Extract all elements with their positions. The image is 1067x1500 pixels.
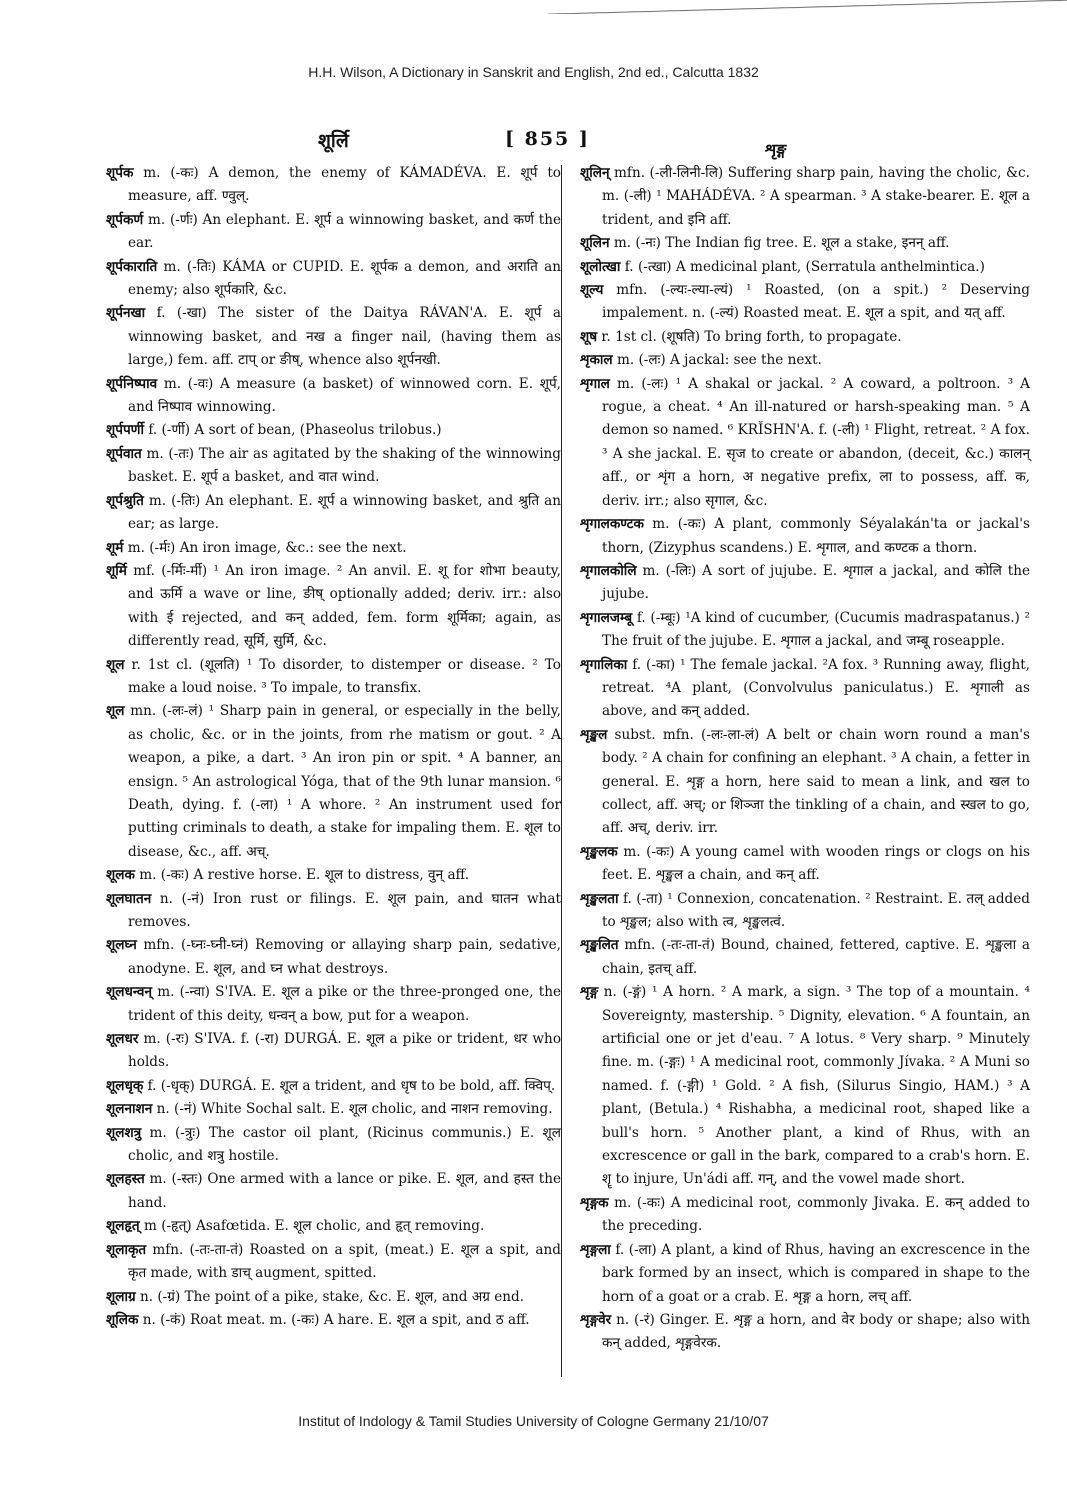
definition: subst. mfn. (-लः-ला-लं) A belt or chain worn round a man's body. ² A chain for confining an elephant. ³ A chain, a fetter in general. E. शृङ्ग a horn, here said to mean a link, and खल to collect, aff. अच्; or शिञ्जा the tinkling of a chain, and स्खल to go, aff. अच्, deriv. irr. <box>602 726 1030 837</box>
headword: शृङ्खलता <box>580 890 619 907</box>
right-column <box>580 162 1030 1356</box>
headword: शूल <box>106 656 125 673</box>
dictionary-entry <box>106 256 561 303</box>
dictionary-entry <box>580 888 1030 935</box>
dictionary-entry <box>106 1122 561 1169</box>
dictionary-entry <box>580 349 1030 372</box>
definition: f. (-धृक्) DURGÁ. E. शूल a trident, and धृष to be bold, aff. क्विप्. <box>143 1077 556 1094</box>
headword: शृगालिका <box>580 656 628 673</box>
dictionary-entry <box>580 1239 1030 1309</box>
definition: f. (-खा) The sister of the Daitya RÁVAN'A. E. शूर्प a winnowing basket, and नख a finger nail, (having them as large,) fem. aff. टाप् or ङीष्, whence also शूर्पनखी. <box>128 305 561 369</box>
dictionary-entry <box>106 888 561 935</box>
definition: mfn. (-घ्नः-घ्नी-घ्नं) Removing or allaying sharp pain, sedative, anodyne. E. शूल, and घ्न what destroys. <box>128 937 561 977</box>
headword: शृगालकोलि <box>580 562 637 579</box>
dictionary-entry <box>106 1215 561 1238</box>
definition: f. (-ला) A plant, a kind of Rhus, having an excrescence in the bark formed by an insect, which is compared in shape to the horn of a goat or a crab. E. शृङ्ग a horn, लच् aff. <box>602 1241 1030 1305</box>
headword: शूर्मि <box>106 562 127 579</box>
headword: शूलहृत् <box>106 1218 140 1235</box>
headword: शूर्पक <box>106 165 134 181</box>
dictionary-entry <box>106 1098 561 1121</box>
dictionary-entry <box>580 1309 1030 1356</box>
dictionary-entry <box>106 537 561 560</box>
dictionary-entry <box>580 162 1030 232</box>
dictionary-entry <box>580 560 1030 607</box>
headword: शूल्य <box>580 282 604 299</box>
headword: शृङ्ग <box>580 984 599 1001</box>
definition: n. (-ग्रं) The point of a pike, stake, &c. E. शूल, and अग्र end. <box>135 1288 525 1305</box>
definition: n. (-रं) Ginger. E. शृङ्ग a horn, and वेर body or shape; also with कन् added, शृङ्गवेरक. <box>602 1311 1030 1352</box>
headword: शूलशत्रु <box>106 1124 142 1141</box>
headword: शूलघ्न <box>106 937 137 954</box>
definition: m. (-र्णः) An elephant. E. शूर्प a winnowing basket, and कर्ण the ear. <box>128 211 561 252</box>
definition: m. (-कः) A plant, commonly Séyalakán'ta or jackal's thorn, (Zizyphus scandens.) E. शृगाल, and कण्टक a thorn. <box>602 516 1030 556</box>
definition: r. 1st cl. (शूलति) ¹ To disorder, to distemper or disease. ² To make a loud noise. ³ To impale, to transfix. <box>124 656 561 696</box>
headword: शृङ्खलित <box>580 937 619 954</box>
page-number: [ 855 ] <box>505 128 590 150</box>
headword: शूलनाशन <box>106 1101 153 1118</box>
dictionary-entry <box>106 302 561 372</box>
headword: शूर्पनिष्पाव <box>106 375 158 392</box>
headword: शूलघातन <box>106 890 152 907</box>
dictionary-entry <box>580 232 1030 255</box>
dictionary-entry <box>106 560 561 654</box>
dictionary-entry <box>106 162 561 209</box>
dictionary-entry <box>580 934 1030 981</box>
definition: mf. (-र्मिः-र्मी) ¹ An iron image. ² An anvil. E. शू for शोभा beauty, and ऊर्मि a wave or line, ङीष् optionally added; deriv. irr.: also with ई rejected, and कन् added, fem. form शूर्मिका; again, as differently read, सूर्मि, सुर्मि, &c. <box>126 562 561 650</box>
headword: शूलिक <box>106 1311 139 1328</box>
dictionary-entry <box>580 607 1030 654</box>
headword: शूर्पवात <box>106 445 142 462</box>
headword: शूलधन्वन् <box>106 984 152 1001</box>
left-column <box>106 162 561 1332</box>
dictionary-entry <box>106 654 561 701</box>
definition: n. (-ङ्गं) ¹ A horn. ² A mark, a sign. ³ The top of a mountain. ⁴ Sovereignty, mastership. ⁵ Dignity, elevation. ⁶ A fountain, an artificial one or jet d'eau. ⁷ A lotus. ⁸ Very sharp. ⁹ Minutely fine. m. (-ङ्गः) ¹ A medicinal root, commonly Jívaka. ² A Muni so named. f. (-ङ्गी) ¹ Gold. ² A fish, (Silurus Singio, HAM.) ³ A plant, (Betula.) ⁴ Rishabha, a medicinal root, shaped like a bull's horn. ⁵ Another plant, a kind of Rhus, with an excrescence or gall in the bark, compared to a crab's horn. E. शॄ to injure, Un'ádi aff. गन्, and the vowel made short. <box>598 984 1030 1188</box>
dictionary-entry <box>106 373 561 420</box>
definition: m. (-र्मः) An iron image, &c.: see the next. <box>123 539 407 556</box>
dictionary-entry <box>106 209 561 256</box>
headword: शूर्पश्रुति <box>106 492 144 509</box>
dictionary-entry <box>580 724 1030 841</box>
running-head-left: शूर्लि <box>318 130 349 152</box>
dictionary-entry <box>106 1286 561 1309</box>
column-divider <box>561 165 562 1377</box>
headword: शृगाल <box>580 375 610 392</box>
definition: m. (-कः) A medicinal root, commonly Jivaka. E. कन् added to the preceding. <box>602 1194 1030 1235</box>
headword: शूष <box>580 328 598 345</box>
headword: शूलाकृत <box>106 1241 147 1258</box>
definition: mn. (-लः-लं) ¹ Sharp pain in general, or especially in the belly, as cholic, &c. or in the joints, from rhe matism or gout. ² A weapon, a pike, a dart. ³ An iron pin or spit. ⁴ A banner, an ensign. ⁵ An astrological Yóga, that of the 9th lunar mansion. ⁶ Death, dying. f. (-ला) ¹ A whore. ² An instrument used for putting criminals to death, a stake for impaling them. E. शूल to disease, &c., aff. अच्. <box>124 703 561 860</box>
dictionary-entry <box>580 513 1030 560</box>
dictionary-entry <box>106 1309 561 1332</box>
headword: शूलधृक् <box>106 1077 144 1094</box>
dictionary-entry <box>580 326 1030 349</box>
dictionary-entry <box>106 1028 561 1075</box>
dictionary-entry <box>106 1075 561 1098</box>
headword: शूलोत्खा <box>580 258 621 275</box>
headword: शूलधर <box>106 1031 139 1048</box>
dictionary-entry <box>580 373 1030 513</box>
dictionary-entry <box>106 419 561 442</box>
headword: शूलाग्र <box>106 1288 136 1305</box>
definition: m. (-लः) ¹ A shakal or jackal. ² A coward, a poltroon. ³ A rogue, a cheat. ⁴ An ill-natured or harsh-speaking man. ⁵ A demon so named. ⁶ KRĬSHN'A. f. (-ली) ¹ Flight, retreat. ² A fox. ³ A she jackal. E. सृज to create or abandon, (deceit, &c.) कालन् aff., or शृंग a horn, अ negative prefix, ला to possess, aff. क, deriv. irr.; also सृगाल, &c. <box>602 375 1030 509</box>
running-head-right: शृङ्ग <box>765 140 787 159</box>
definition: m. (-न्वा) S'IVA. E. शूल a pike or the three-pronged one, the trident of this deity, धन्वन् a bow, put for a weapon. <box>128 984 561 1024</box>
definition: mfn. (-तः-ता-तं) Roasted on a spit, (meat.) E. शूल a spit, and कृत made, with डाच् augment, spitted. <box>128 1241 561 1282</box>
dictionary-entry <box>106 934 561 981</box>
headword: शृङ्खलक <box>580 843 618 860</box>
definition: n. (-नं) Iron rust or filings. E. शूल pain, and घातन what removes. <box>128 890 561 930</box>
definition: m (-हृत्) Asafœtida. E. शूल cholic, and हृत् removing. <box>139 1218 485 1235</box>
definition: m. (-तः) The air as agitated by the shaking of the winnowing basket. E. शूर्प a basket, and वात wind. <box>128 445 561 486</box>
definition: m. (-त्रुः) The castor oil plant, (Ricinus communis.) E. शूल cholic, and शत्रु hostile. <box>128 1124 561 1165</box>
definition: f. (-र्णी) A sort of bean, (Phaseolus trilobus.) <box>144 422 442 439</box>
source-header: H.H. Wilson, A Dictionary in Sanskrit and English, 2nd ed., Calcutta 1832 <box>308 64 759 80</box>
definition: f. (-म्बूः) ¹A kind of cucumber, (Cucumis madraspatanus.) ² The fruit of the jujube. E. शृगाल a jackal, and जम्बू roseapple. <box>602 609 1030 650</box>
definition: m. (-लिः) A sort of jujube. E. शृगाल a jackal, and कोलि the jujube. <box>602 562 1030 603</box>
definition: m. (-नः) The Indian fig tree. E. शूल a stake, इनन् aff. <box>609 235 950 252</box>
definition: m. (-कः) A young camel with wooden rings or clogs on his feet. E. शृङ्खल a chain, and कन् aff. <box>602 843 1030 884</box>
dictionary-entry <box>580 981 1030 1192</box>
dictionary-entry <box>106 981 561 1028</box>
dictionary-entry <box>580 1192 1030 1239</box>
headword: शूलिन् <box>580 165 610 181</box>
headword: शूलिन <box>580 235 610 252</box>
definition: m. (-रः) S'IVA. f. (-रा) DURGÁ. E. शूल a pike or trident, धर who holds. <box>128 1031 561 1071</box>
definition: f. (-का) ¹ The female jackal. ²A fox. ³ Running away, flight, retreat. ⁴A plant, (Convolvulus paniculatus.) E. शृगाली as above, and कन् added. <box>602 656 1030 720</box>
definition: n. (-नं) White Sochal salt. E. शूल cholic, and नाशन removing. <box>152 1101 553 1118</box>
headword: शृगालकण्टक <box>580 516 644 533</box>
dictionary-entry <box>106 1168 561 1215</box>
definition: m. (-लः) A jackal: see the next. <box>612 352 822 369</box>
headword: शृङ्गवेर <box>580 1311 612 1328</box>
headword: शूल <box>106 703 125 720</box>
definition: r. 1st cl. (शूषति) To bring forth, to propagate. <box>597 328 902 345</box>
headword: शूर्पनखा <box>106 305 146 322</box>
definition: m. (-कः) A restive horse. E. शूल to distress, वुन् aff. <box>134 867 470 884</box>
headword: शूर्पकर्ण <box>106 211 144 228</box>
scan-artifact-line <box>548 0 1067 14</box>
headword: शूर्पपर्णी <box>106 422 145 439</box>
headword: शूलहस्त <box>106 1171 145 1188</box>
headword: शृङ्गला <box>580 1241 611 1258</box>
headword: शृङ्गक <box>580 1194 609 1211</box>
definition: n. (-कं) Roat meat. m. (-कः) A hare. E. शूल a spit, and ठ aff. <box>138 1311 530 1328</box>
dictionary-entry <box>580 279 1030 326</box>
definition: mfn. (-ली-लिनी-लि) Suffering sharp pain, having the cholic, &c. m. (-ली) ¹ MAHÁDÉVA. ² A spearman. ³ A stake-bearer. E. शूल a trident, and इनि aff. <box>602 165 1030 228</box>
dictionary-entry <box>580 841 1030 888</box>
headword: शूर्म <box>106 539 124 556</box>
dictionary-entry <box>106 443 561 490</box>
footer-source: Institut of Indology & Tamil Studies University of Cologne Germany 21/10/07 <box>298 1413 769 1429</box>
dictionary-entry <box>106 1239 561 1286</box>
definition: f. (-ता) ¹ Connexion, concatenation. ² Restraint. E. तल् added to शृङ्खल; also with त्व, शृङ्खलत्वं. <box>602 890 1030 930</box>
definition: m. (-तिः) An elephant. E. शूर्प a winnowing basket, and श्रुति an ear; as large. <box>128 492 561 533</box>
definition: mfn. (-ल्यः-ल्या-ल्यं) ¹ Roasted, (on a spit.) ² Deserving impalement. n. (-ल्यं) Roasted meat. E. शूल a spit, and यत् aff. <box>602 282 1030 322</box>
definition: f. (-त्खा) A medicinal plant, (Serratula anthelmintica.) <box>620 258 985 275</box>
dictionary-entry <box>106 700 561 864</box>
definition: m. (-कः) A demon, the enemy of KÁMADÉVA. E. शूर्प to measure, aff. ण्वुल्. <box>128 165 561 205</box>
dictionary-entry <box>106 490 561 537</box>
definition: m. (-तिः) KÁMA or CUPID. E. शूर्पक a demon, and अराति an enemy; also शूर्पकारि, &c. <box>128 258 561 299</box>
dictionary-entry <box>580 654 1030 724</box>
dictionary-entry <box>106 864 561 887</box>
headword: शृगालजम्बू <box>580 609 633 626</box>
headword: शृङ्खल <box>580 726 608 743</box>
definition: m. (-वः) A measure (a basket) of winnowed corn. E. शूर्प, and निष्पाव winnowing. <box>128 375 561 416</box>
definition: m. (-स्तः) One armed with a lance or pike. E. शूल, and हस्त the hand. <box>128 1171 561 1211</box>
headword: शूर्पकाराति <box>106 258 158 275</box>
dictionary-entry <box>580 256 1030 279</box>
headword: शृकाल <box>580 352 613 369</box>
definition: mfn. (-तः-ता-तं) Bound, chained, fettered, captive. E. शृङ्खला a chain, इतच् aff. <box>602 937 1030 977</box>
headword: शूलक <box>106 867 135 884</box>
